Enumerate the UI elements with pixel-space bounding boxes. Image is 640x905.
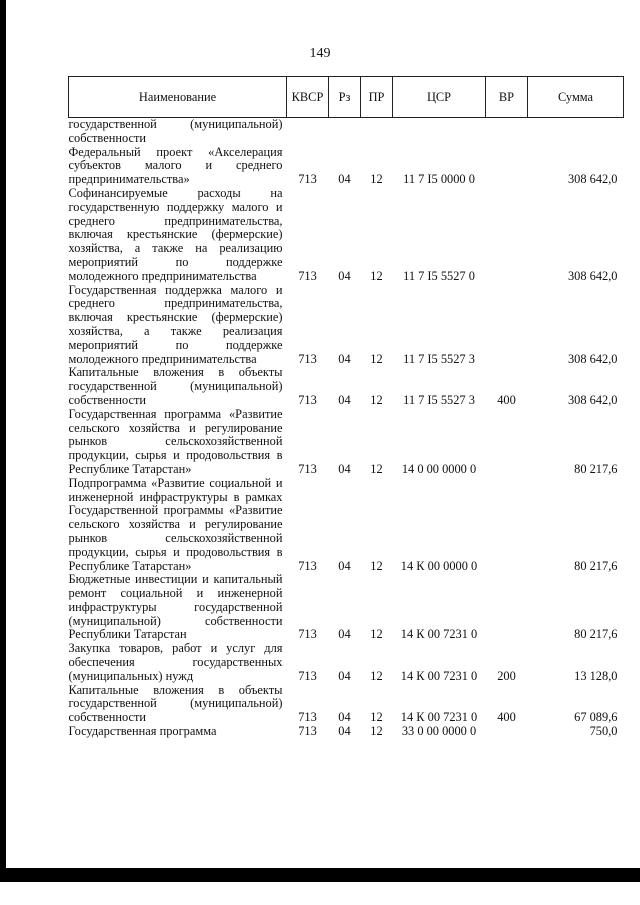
- cell-sum: 308 642,0: [567, 351, 618, 366]
- table-row: [69, 477, 624, 574]
- cell-rz: [329, 118, 361, 146]
- cell-name: Софинансируемые расходы на государственную поддержку малого и среднего предпринимательства, включая крестьянские (фермерские) хозяйства, а также на реализацию мероприятий по поддержке молодежного предпринимательства: [68, 185, 283, 283]
- cell-sum: 13 128,0: [574, 668, 618, 683]
- cell-kvsr: 713: [298, 558, 317, 573]
- cell-name: Бюджетные инвестиции и капитальный ремонт социальной и инженерной инфраструктуры государственной (муниципальной) собственности Республики Татарстан: [68, 572, 283, 642]
- cell-pr: [361, 118, 393, 146]
- cell-rz: 04: [338, 392, 351, 407]
- cell-csr: 33 0 00 0000 0: [401, 724, 477, 739]
- cell-kvsr: 713: [298, 351, 317, 366]
- cell-kvsr: 713: [298, 461, 317, 476]
- cell-name: Подпрограмма «Развитие социальной и инженерной инфраструктуры в рамках Государственной программы «Развитие сельского хозяйства и регулирование рынков сельскохозяйственной продукции, сырья и продовольствия в Республике Татарстан»: [68, 475, 283, 573]
- header-name: Наименование: [69, 77, 287, 118]
- cell-pr: 12: [370, 627, 383, 642]
- cell-sum: 67 089,6: [574, 710, 618, 725]
- cell-vr: [486, 146, 528, 187]
- cell-csr: 14 К 00 7231 0: [400, 627, 478, 642]
- cell-kvsr: 713: [298, 268, 317, 283]
- cell-sum: 80 217,6: [574, 558, 618, 573]
- header-csr: ЦСР: [393, 77, 486, 118]
- scan-edge-bottom: [0, 868, 640, 882]
- cell-rz: 04: [338, 668, 351, 683]
- cell-csr: 14 К 00 0000 0: [400, 558, 478, 573]
- header-sum: Сумма: [528, 77, 624, 118]
- cell-vr: [486, 118, 528, 146]
- cell-pr: 12: [370, 558, 383, 573]
- header-rz: Рз: [329, 77, 361, 118]
- cell-kvsr: 713: [298, 668, 317, 683]
- cell-rz: 04: [338, 710, 351, 725]
- cell-rz: 04: [338, 558, 351, 573]
- cell-kvsr: [287, 118, 329, 146]
- cell-kvsr: 713: [298, 724, 317, 739]
- cell-name: Государственная программа «Развитие сельского хозяйства и регулирование рынков сельскохозяйственной продукции, сырья и продовольствия в Республике Татарстан»: [68, 406, 283, 476]
- cell-name: Капитальные вложения в объекты государственной (муниципальной) собственности: [68, 682, 283, 725]
- page-number: 149: [309, 46, 331, 61]
- cell-pr: 12: [370, 392, 383, 407]
- cell-pr: 12: [370, 268, 383, 283]
- table-row: [69, 725, 624, 739]
- cell-sum: 750,0: [589, 724, 618, 739]
- cell-vr: 200: [497, 668, 516, 683]
- header-vr: ВР: [486, 77, 528, 118]
- cell-name: Государственная программа: [68, 724, 217, 739]
- table-row: [69, 284, 624, 367]
- cell-name: Капитальные вложения в объекты государственной (муниципальной) собственности: [68, 365, 283, 407]
- cell-kvsr: 713: [298, 392, 317, 407]
- cell-rz: 04: [338, 172, 351, 187]
- header-pr: ПР: [361, 77, 393, 118]
- table-row: [69, 187, 624, 284]
- cell-pr: 12: [370, 172, 383, 187]
- scan-edge-left: [0, 0, 6, 882]
- cell-rz: 04: [338, 724, 351, 739]
- cell-sum: 80 217,6: [574, 627, 618, 642]
- table-row: [69, 366, 624, 407]
- table-row: [69, 408, 624, 477]
- cell-sum: 308 642,0: [567, 172, 618, 187]
- cell-vr: [486, 408, 528, 477]
- cell-pr: 12: [370, 668, 383, 683]
- cell-csr: 11 7 I5 0000 0: [403, 172, 475, 187]
- cell-vr: [486, 187, 528, 284]
- cell-rz: 04: [338, 268, 351, 283]
- cell-kvsr: 713: [298, 627, 317, 642]
- table-row: [69, 118, 624, 146]
- cell-csr: 14 К 00 7231 0: [400, 710, 478, 725]
- cell-csr: [393, 118, 486, 146]
- cell-csr: 14 0 00 0000 0: [401, 461, 477, 476]
- cell-pr: 12: [370, 710, 383, 725]
- table-row: [69, 684, 624, 725]
- cell-rz: 04: [338, 351, 351, 366]
- cell-csr: 11 7 I5 5527 3: [403, 351, 475, 366]
- cell-sum: [528, 118, 624, 146]
- cell-name: Государственная поддержка малого и среднего предпринимательства, включая крестьянские (фермерские) хозяйства, а также реализация мероприятий по поддержке молодежного предпринимательства: [68, 282, 283, 366]
- table-row: [69, 146, 624, 187]
- header-kvsr: КВСР: [287, 77, 329, 118]
- table-row: [69, 573, 624, 642]
- cell-sum: 308 642,0: [567, 392, 618, 407]
- cell-rz: 04: [338, 627, 351, 642]
- budget-table: [68, 76, 624, 739]
- cell-sum: 308 642,0: [567, 268, 618, 283]
- cell-sum: 80 217,6: [574, 461, 618, 476]
- cell-pr: 12: [370, 461, 383, 476]
- cell-rz: 04: [338, 461, 351, 476]
- cell-vr: 400: [497, 710, 516, 725]
- cell-csr: 14 К 00 7231 0: [400, 668, 478, 683]
- cell-vr: [486, 477, 528, 574]
- table-row: [69, 642, 624, 683]
- cell-name: государственной (муниципальной) собственности: [68, 117, 283, 145]
- cell-pr: 12: [370, 724, 383, 739]
- table-header: [69, 77, 624, 118]
- cell-vr: [486, 573, 528, 642]
- cell-vr: [486, 725, 528, 739]
- cell-csr: 11 7 I5 5527 0: [403, 268, 475, 283]
- cell-kvsr: 713: [298, 710, 317, 725]
- cell-name: Федеральный проект «Акселерация субъектов малого и среднего предпринимательства»: [68, 144, 283, 187]
- cell-csr: 11 7 I5 5527 3: [403, 392, 475, 407]
- cell-vr: [486, 284, 528, 367]
- cell-kvsr: 713: [298, 172, 317, 187]
- cell-name: Закупка товаров, работ и услуг для обеспечения государственных (муниципальных) нужд: [68, 641, 283, 683]
- cell-pr: 12: [370, 351, 383, 366]
- cell-vr: 400: [497, 392, 516, 407]
